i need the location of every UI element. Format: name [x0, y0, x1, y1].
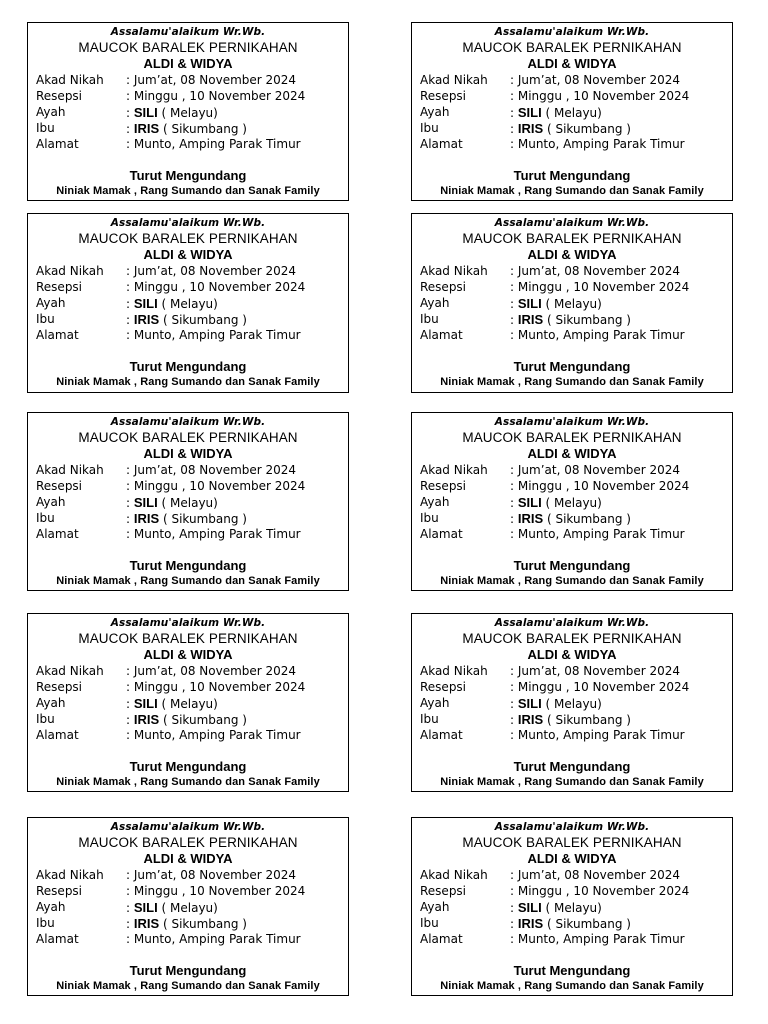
alamat-label: Alamat: [36, 932, 79, 946]
ibu-row: [36, 121, 344, 137]
akad-row: [36, 868, 344, 884]
greeting-text: Assalamu'alaikum Wr.Wb.: [110, 821, 266, 833]
resepsi-value: : Minggu , 10 November 2024: [510, 89, 690, 103]
alamat-value: : Munto, Amping Parak Timur: [510, 527, 685, 541]
ibu-name: IRIS: [517, 712, 544, 727]
akad-row: [36, 664, 344, 680]
ibu-value: [126, 916, 247, 931]
alamat-value: : Munto, Amping Parak Timur: [126, 527, 301, 541]
ibu-name: IRIS: [133, 511, 160, 526]
invitation-title: MAUCOK BARALEK PERNIKAHAN: [462, 631, 682, 646]
ayah-value: [126, 696, 218, 711]
resepsi-row: [420, 89, 728, 105]
resepsi-value: : Minggu , 10 November 2024: [510, 884, 690, 898]
greeting-text: Assalamu'alaikum Wr.Wb.: [110, 416, 266, 428]
ayah-value: [510, 696, 602, 711]
resepsi-value: : Minggu , 10 November 2024: [126, 680, 306, 694]
akad-label: Akad Nikah: [420, 664, 488, 678]
ibu-name: IRIS: [517, 916, 544, 931]
akad-value: : Jum’at, 08 November 2024: [510, 73, 681, 87]
ibu-colon: :: [510, 917, 518, 931]
ibu-colon: :: [126, 122, 134, 136]
alamat-row: [36, 527, 344, 543]
resepsi-value: : Minggu , 10 November 2024: [510, 280, 690, 294]
resepsi-row: [36, 680, 344, 696]
akad-row: [36, 73, 344, 89]
turut-mengundang: Turut Mengundang: [513, 168, 631, 183]
ayah-row: [36, 696, 344, 712]
family-line: Niniak Mamak , Rang Sumando dan Sanak Family: [440, 776, 704, 788]
ibu-origin: ( Sikumbang ): [543, 917, 631, 931]
family-line: Niniak Mamak , Rang Sumando dan Sanak Family: [56, 376, 320, 388]
ayah-row: [420, 105, 728, 121]
ayah-name: SILI: [133, 296, 158, 311]
akad-value: : Jum’at, 08 November 2024: [126, 463, 297, 477]
invitation-title: MAUCOK BARALEK PERNIKAHAN: [462, 835, 682, 850]
resepsi-value: : Minggu , 10 November 2024: [126, 884, 306, 898]
akad-label: Akad Nikah: [36, 868, 104, 882]
ayah-origin: ( Melayu): [157, 106, 218, 120]
akad-value: : Jum’at, 08 November 2024: [126, 264, 297, 278]
ibu-origin: ( Sikumbang ): [543, 313, 631, 327]
resepsi-value: : Minggu , 10 November 2024: [510, 680, 690, 694]
ayah-row: [420, 495, 728, 511]
greeting-text: Assalamu'alaikum Wr.Wb.: [110, 617, 266, 629]
akad-label: Akad Nikah: [36, 463, 104, 477]
invitation-title: MAUCOK BARALEK PERNIKAHAN: [462, 430, 682, 445]
couple-names: ALDI & WIDYA: [143, 647, 233, 662]
ibu-colon: :: [126, 713, 134, 727]
resepsi-label: Resepsi: [420, 89, 467, 103]
turut-mengundang: Turut Mengundang: [129, 963, 247, 978]
couple-names: ALDI & WIDYA: [143, 851, 233, 866]
akad-value: : Jum’at, 08 November 2024: [510, 868, 681, 882]
resepsi-row: [420, 884, 728, 900]
ayah-label: Ayah: [420, 105, 450, 119]
ayah-name: SILI: [517, 105, 542, 120]
ayah-colon: :: [126, 106, 134, 120]
couple-names: ALDI & WIDYA: [143, 56, 233, 71]
alamat-label: Alamat: [420, 527, 463, 541]
ayah-origin: ( Melayu): [541, 297, 602, 311]
turut-mengundang: Turut Mengundang: [129, 759, 247, 774]
family-line: Niniak Mamak , Rang Sumando dan Sanak Family: [56, 980, 320, 992]
invitation-title: MAUCOK BARALEK PERNIKAHAN: [78, 631, 298, 646]
resepsi-row: [36, 884, 344, 900]
family-line: Niniak Mamak , Rang Sumando dan Sanak Family: [440, 980, 704, 992]
alamat-row: [36, 932, 344, 948]
resepsi-row: [420, 479, 728, 495]
ibu-label: Ibu: [420, 312, 439, 326]
alamat-row: [420, 137, 728, 153]
ibu-row: [36, 712, 344, 728]
ibu-origin: ( Sikumbang ): [543, 512, 631, 526]
couple-names: ALDI & WIDYA: [143, 446, 233, 461]
akad-row: [420, 664, 728, 680]
resepsi-label: Resepsi: [36, 280, 83, 294]
ibu-origin: ( Sikumbang ): [159, 917, 247, 931]
family-line: Niniak Mamak , Rang Sumando dan Sanak Family: [56, 575, 320, 587]
akad-label: Akad Nikah: [420, 73, 488, 87]
alamat-value: : Munto, Amping Parak Timur: [510, 932, 685, 946]
ayah-name: SILI: [517, 900, 542, 915]
invitation-title: MAUCOK BARALEK PERNIKAHAN: [78, 40, 298, 55]
ibu-name: IRIS: [133, 712, 160, 727]
akad-value: : Jum’at, 08 November 2024: [126, 868, 297, 882]
ibu-value: [126, 121, 247, 136]
alamat-value: : Munto, Amping Parak Timur: [126, 728, 301, 742]
akad-row: [420, 868, 728, 884]
ibu-origin: ( Sikumbang ): [159, 313, 247, 327]
ibu-colon: :: [126, 512, 134, 526]
resepsi-value: : Minggu , 10 November 2024: [126, 89, 306, 103]
ayah-label: Ayah: [420, 900, 450, 914]
greeting-text: Assalamu'alaikum Wr.Wb.: [494, 217, 650, 229]
alamat-row: [36, 728, 344, 744]
ayah-name: SILI: [133, 900, 158, 915]
ibu-row: [36, 916, 344, 932]
ibu-row: [420, 712, 728, 728]
resepsi-value: : Minggu , 10 November 2024: [126, 479, 306, 493]
ayah-row: [420, 296, 728, 312]
greeting-text: Assalamu'alaikum Wr.Wb.: [494, 416, 650, 428]
resepsi-row: [36, 89, 344, 105]
ibu-origin: ( Sikumbang ): [159, 713, 247, 727]
ibu-origin: ( Sikumbang ): [543, 122, 631, 136]
invitation-card: [411, 613, 733, 792]
turut-mengundang: Turut Mengundang: [513, 558, 631, 573]
invitation-card: [411, 22, 733, 201]
akad-row: [420, 463, 728, 479]
ayah-label: Ayah: [420, 495, 450, 509]
ibu-row: [420, 121, 728, 137]
ibu-label: Ibu: [36, 712, 55, 726]
akad-label: Akad Nikah: [420, 264, 488, 278]
akad-label: Akad Nikah: [36, 664, 104, 678]
ibu-name: IRIS: [517, 121, 544, 136]
ibu-colon: :: [126, 917, 134, 931]
alamat-row: [420, 728, 728, 744]
akad-row: [420, 73, 728, 89]
invitation-card: [27, 412, 349, 591]
akad-value: : Jum’at, 08 November 2024: [510, 463, 681, 477]
ayah-origin: ( Melayu): [541, 901, 602, 915]
alamat-value: : Munto, Amping Parak Timur: [510, 328, 685, 342]
ayah-name: SILI: [133, 105, 158, 120]
akad-label: Akad Nikah: [420, 463, 488, 477]
akad-value: : Jum’at, 08 November 2024: [126, 73, 297, 87]
ayah-value: [126, 900, 218, 915]
alamat-row: [420, 527, 728, 543]
ibu-row: [36, 511, 344, 527]
ayah-name: SILI: [517, 495, 542, 510]
couple-names: ALDI & WIDYA: [527, 647, 617, 662]
resepsi-row: [36, 479, 344, 495]
alamat-row: [420, 932, 728, 948]
greeting-text: Assalamu'alaikum Wr.Wb.: [110, 217, 266, 229]
ibu-row: [420, 312, 728, 328]
ibu-colon: :: [510, 122, 518, 136]
invitation-card: [27, 213, 349, 393]
ibu-origin: ( Sikumbang ): [159, 122, 247, 136]
ayah-colon: :: [510, 106, 518, 120]
resepsi-row: [420, 280, 728, 296]
invitation-title: MAUCOK BARALEK PERNIKAHAN: [78, 430, 298, 445]
ayah-origin: ( Melayu): [541, 697, 602, 711]
couple-names: ALDI & WIDYA: [143, 247, 233, 262]
akad-label: Akad Nikah: [36, 73, 104, 87]
ibu-label: Ibu: [36, 121, 55, 135]
resepsi-label: Resepsi: [420, 884, 467, 898]
resepsi-value: : Minggu , 10 November 2024: [126, 280, 306, 294]
resepsi-label: Resepsi: [420, 479, 467, 493]
ayah-value: [510, 105, 602, 120]
akad-row: [36, 463, 344, 479]
ayah-colon: :: [126, 496, 134, 510]
ibu-value: [510, 511, 631, 526]
ayah-name: SILI: [133, 495, 158, 510]
ayah-label: Ayah: [420, 696, 450, 710]
akad-label: Akad Nikah: [36, 264, 104, 278]
resepsi-value: : Minggu , 10 November 2024: [510, 479, 690, 493]
ibu-name: IRIS: [133, 916, 160, 931]
ibu-value: [510, 916, 631, 931]
resepsi-label: Resepsi: [36, 884, 83, 898]
ibu-label: Ibu: [420, 511, 439, 525]
alamat-label: Alamat: [420, 328, 463, 342]
ayah-colon: :: [126, 697, 134, 711]
ibu-name: IRIS: [517, 312, 544, 327]
ayah-label: Ayah: [36, 696, 66, 710]
ayah-colon: :: [510, 496, 518, 510]
alamat-value: : Munto, Amping Parak Timur: [126, 328, 301, 342]
ayah-label: Ayah: [36, 900, 66, 914]
resepsi-label: Resepsi: [420, 680, 467, 694]
ibu-value: [126, 312, 247, 327]
ayah-row: [36, 296, 344, 312]
ayah-row: [420, 696, 728, 712]
ayah-label: Ayah: [420, 296, 450, 310]
alamat-label: Alamat: [36, 728, 79, 742]
ayah-label: Ayah: [36, 296, 66, 310]
couple-names: ALDI & WIDYA: [527, 446, 617, 461]
greeting-text: Assalamu'alaikum Wr.Wb.: [494, 617, 650, 629]
alamat-label: Alamat: [36, 527, 79, 541]
ayah-colon: :: [126, 297, 134, 311]
ibu-value: [126, 712, 247, 727]
ayah-name: SILI: [133, 696, 158, 711]
turut-mengundang: Turut Mengundang: [513, 759, 631, 774]
ayah-colon: :: [126, 901, 134, 915]
ayah-value: [126, 296, 218, 311]
alamat-row: [36, 328, 344, 344]
ibu-name: IRIS: [133, 312, 160, 327]
resepsi-label: Resepsi: [420, 280, 467, 294]
alamat-value: : Munto, Amping Parak Timur: [126, 137, 301, 151]
invitation-title: MAUCOK BARALEK PERNIKAHAN: [78, 231, 298, 246]
ibu-row: [36, 312, 344, 328]
ibu-row: [420, 511, 728, 527]
ayah-label: Ayah: [36, 105, 66, 119]
ibu-origin: ( Sikumbang ): [159, 512, 247, 526]
ibu-colon: :: [510, 313, 518, 327]
akad-value: : Jum’at, 08 November 2024: [510, 264, 681, 278]
greeting-text: Assalamu'alaikum Wr.Wb.: [494, 821, 650, 833]
ibu-value: [126, 511, 247, 526]
ibu-colon: :: [510, 713, 518, 727]
ayah-name: SILI: [517, 296, 542, 311]
ibu-colon: :: [126, 313, 134, 327]
turut-mengundang: Turut Mengundang: [129, 558, 247, 573]
alamat-row: [36, 137, 344, 153]
ayah-origin: ( Melayu): [157, 697, 218, 711]
ayah-origin: ( Melayu): [157, 496, 218, 510]
alamat-value: : Munto, Amping Parak Timur: [126, 932, 301, 946]
family-line: Niniak Mamak , Rang Sumando dan Sanak Family: [440, 185, 704, 197]
ibu-label: Ibu: [420, 916, 439, 930]
ibu-value: [510, 712, 631, 727]
ayah-name: SILI: [517, 696, 542, 711]
ayah-value: [126, 495, 218, 510]
ibu-label: Ibu: [420, 712, 439, 726]
ayah-value: [510, 296, 602, 311]
alamat-label: Alamat: [420, 137, 463, 151]
ibu-value: [510, 121, 631, 136]
ibu-label: Ibu: [36, 916, 55, 930]
alamat-label: Alamat: [36, 328, 79, 342]
greeting-text: Assalamu'alaikum Wr.Wb.: [494, 26, 650, 38]
family-line: Niniak Mamak , Rang Sumando dan Sanak Family: [56, 185, 320, 197]
turut-mengundang: Turut Mengundang: [513, 359, 631, 374]
ayah-origin: ( Melayu): [541, 106, 602, 120]
alamat-row: [420, 328, 728, 344]
invitation-title: MAUCOK BARALEK PERNIKAHAN: [78, 835, 298, 850]
ibu-name: IRIS: [133, 121, 160, 136]
greeting-text: Assalamu'alaikum Wr.Wb.: [110, 26, 266, 38]
ibu-name: IRIS: [517, 511, 544, 526]
alamat-value: : Munto, Amping Parak Timur: [510, 137, 685, 151]
ayah-origin: ( Melayu): [157, 297, 218, 311]
resepsi-label: Resepsi: [36, 89, 83, 103]
couple-names: ALDI & WIDYA: [527, 851, 617, 866]
ayah-label: Ayah: [36, 495, 66, 509]
ayah-colon: :: [510, 297, 518, 311]
ayah-value: [126, 105, 218, 120]
invitation-card: [411, 817, 733, 996]
akad-row: [420, 264, 728, 280]
family-line: Niniak Mamak , Rang Sumando dan Sanak Family: [56, 776, 320, 788]
invitation-card: [27, 22, 349, 201]
akad-value: : Jum’at, 08 November 2024: [510, 664, 681, 678]
ibu-row: [420, 916, 728, 932]
resepsi-row: [420, 680, 728, 696]
invitation-title: MAUCOK BARALEK PERNIKAHAN: [462, 40, 682, 55]
ibu-label: Ibu: [36, 511, 55, 525]
invitation-card: [411, 412, 733, 591]
turut-mengundang: Turut Mengundang: [129, 359, 247, 374]
alamat-label: Alamat: [36, 137, 79, 151]
akad-value: : Jum’at, 08 November 2024: [126, 664, 297, 678]
ibu-origin: ( Sikumbang ): [543, 713, 631, 727]
resepsi-label: Resepsi: [36, 680, 83, 694]
alamat-label: Alamat: [420, 728, 463, 742]
ibu-value: [510, 312, 631, 327]
ibu-colon: :: [510, 512, 518, 526]
ayah-origin: ( Melayu): [157, 901, 218, 915]
ayah-colon: :: [510, 697, 518, 711]
ayah-value: [510, 900, 602, 915]
turut-mengundang: Turut Mengundang: [513, 963, 631, 978]
akad-row: [36, 264, 344, 280]
alamat-value: : Munto, Amping Parak Timur: [510, 728, 685, 742]
turut-mengundang: Turut Mengundang: [129, 168, 247, 183]
invitation-card: [27, 613, 349, 792]
ayah-colon: :: [510, 901, 518, 915]
ayah-value: [510, 495, 602, 510]
akad-label: Akad Nikah: [420, 868, 488, 882]
invitation-title: MAUCOK BARALEK PERNIKAHAN: [462, 231, 682, 246]
resepsi-label: Resepsi: [36, 479, 83, 493]
invitation-card: [411, 213, 733, 393]
ayah-row: [36, 900, 344, 916]
invitation-card: [27, 817, 349, 996]
ayah-row: [36, 105, 344, 121]
alamat-label: Alamat: [420, 932, 463, 946]
ayah-row: [36, 495, 344, 511]
ibu-label: Ibu: [420, 121, 439, 135]
resepsi-row: [36, 280, 344, 296]
family-line: Niniak Mamak , Rang Sumando dan Sanak Family: [440, 376, 704, 388]
couple-names: ALDI & WIDYA: [527, 247, 617, 262]
couple-names: ALDI & WIDYA: [527, 56, 617, 71]
ayah-row: [420, 900, 728, 916]
family-line: Niniak Mamak , Rang Sumando dan Sanak Family: [440, 575, 704, 587]
ayah-origin: ( Melayu): [541, 496, 602, 510]
ibu-label: Ibu: [36, 312, 55, 326]
